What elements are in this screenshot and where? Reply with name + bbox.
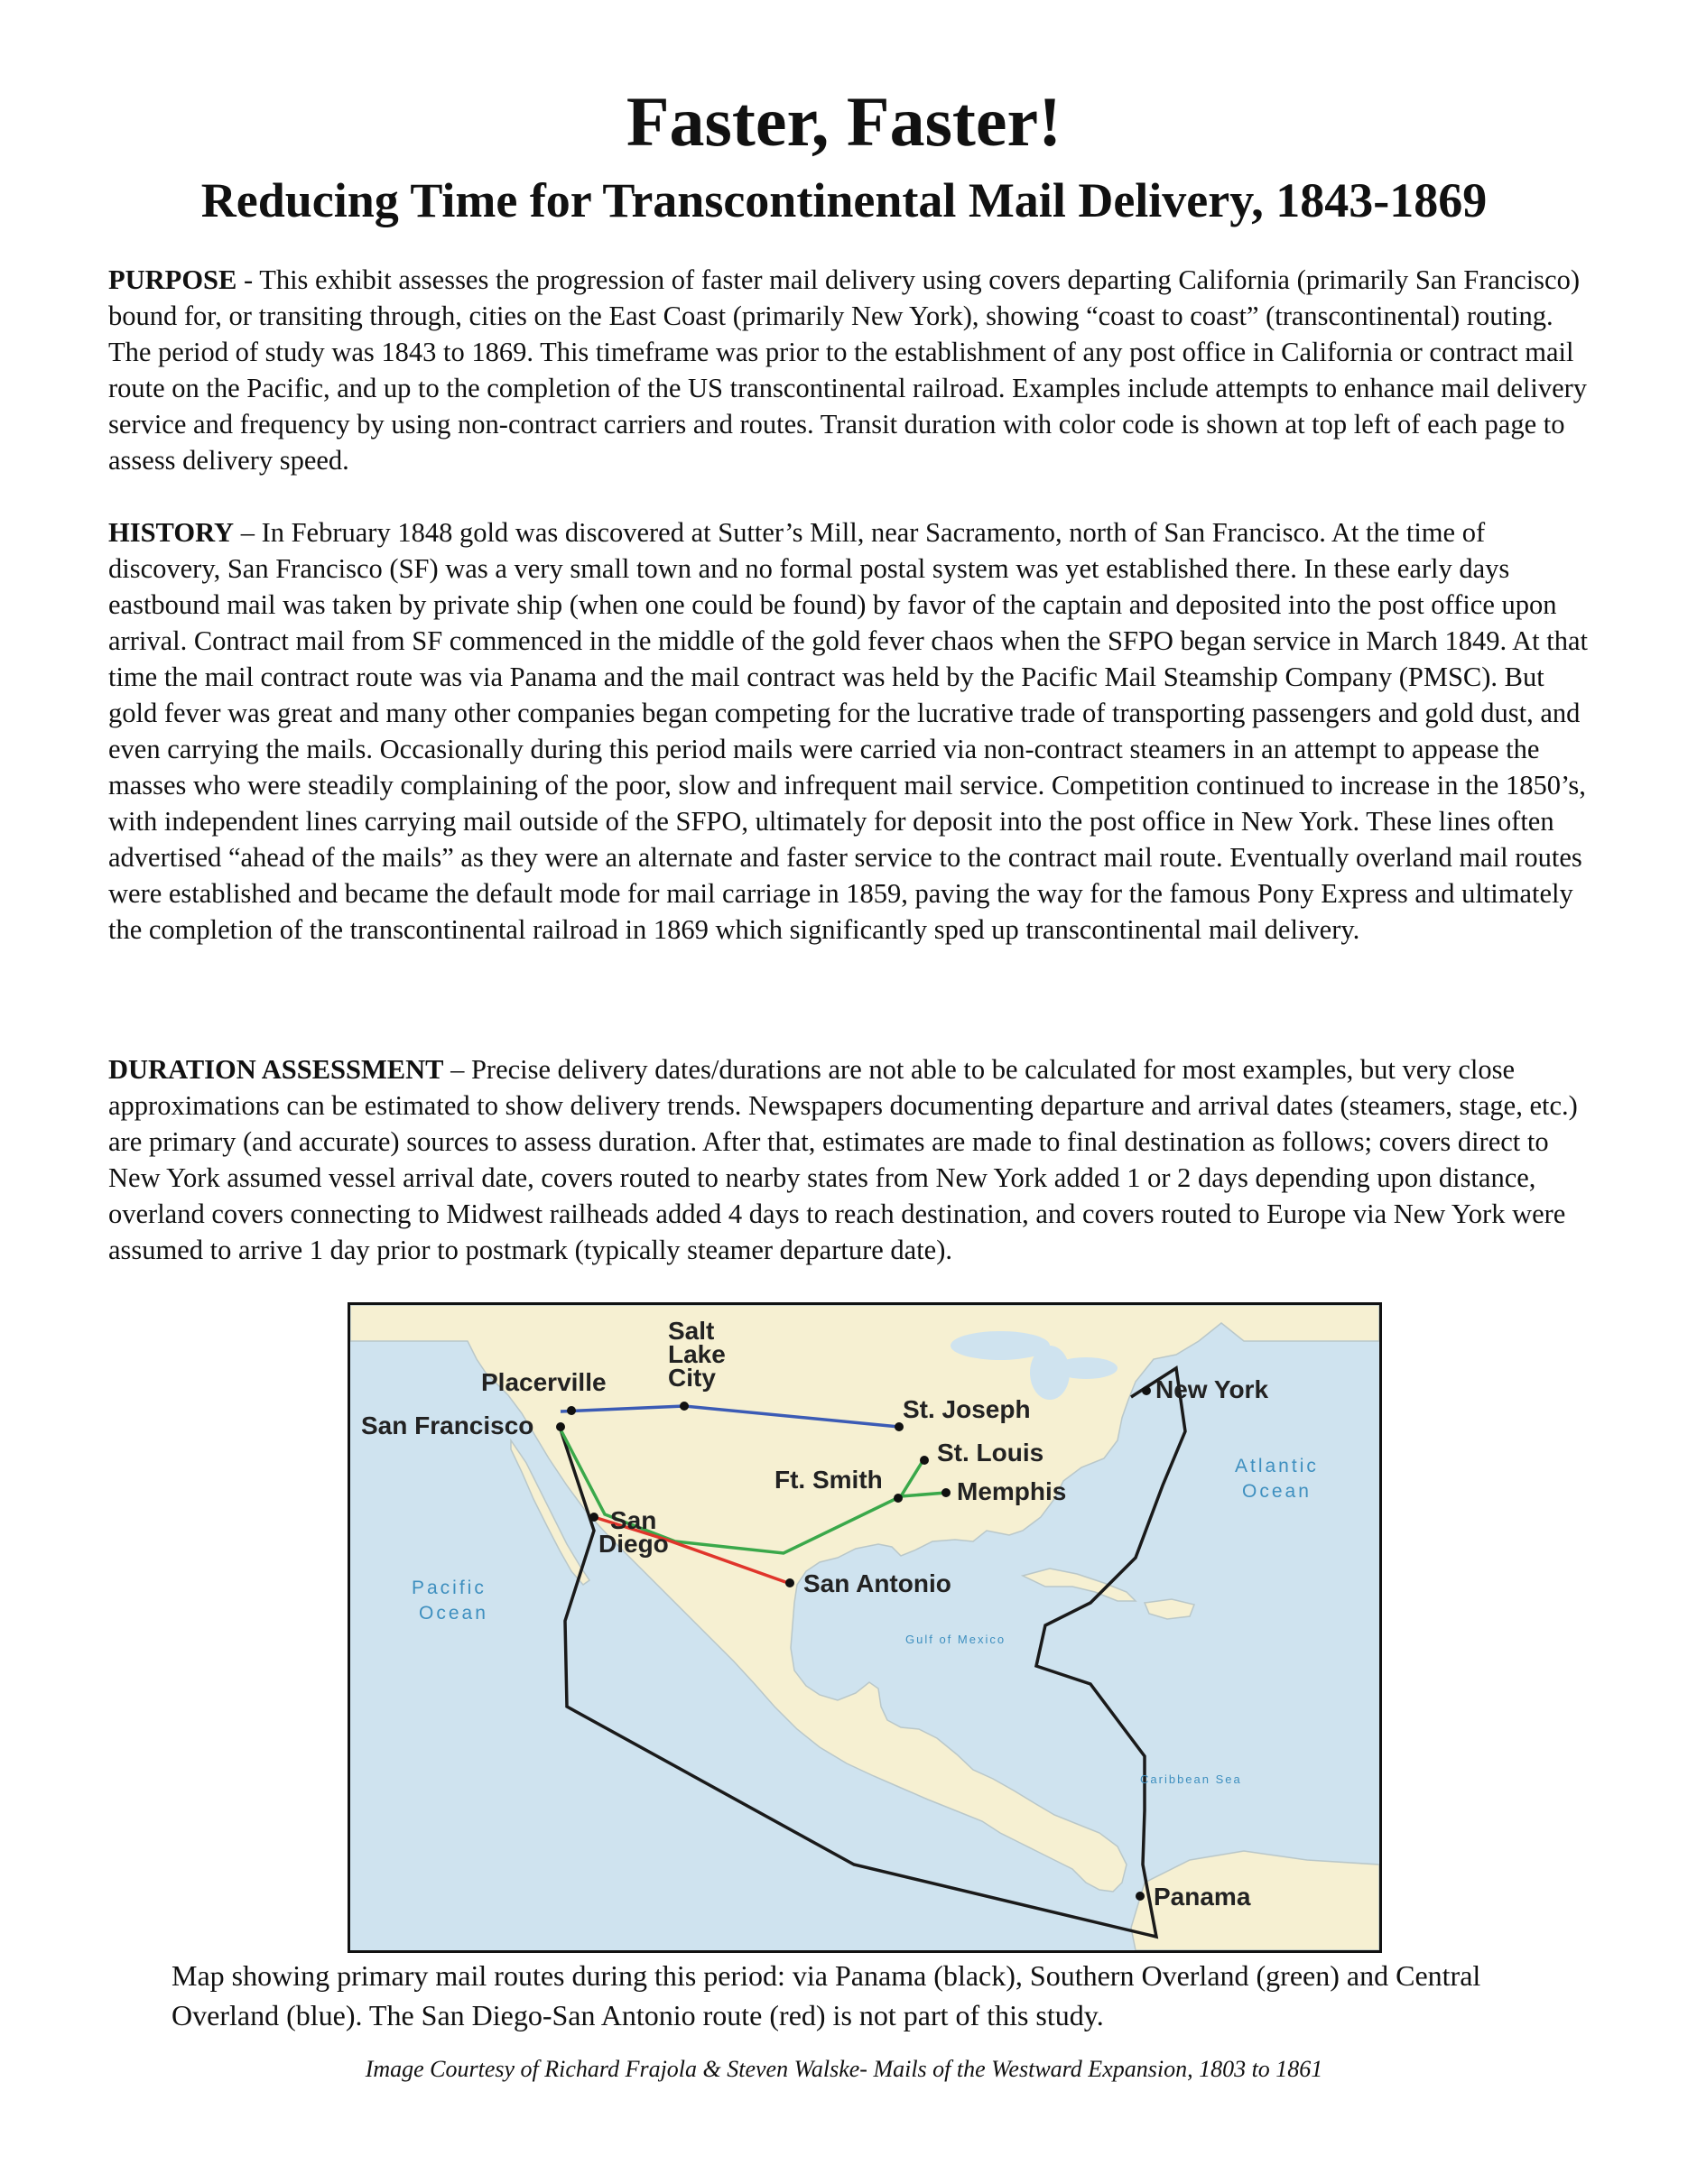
label-gulf: Gulf of Mexico xyxy=(905,1633,1006,1646)
city-dot-salt-lake xyxy=(680,1402,689,1411)
city-dot-san-antonio xyxy=(785,1578,794,1587)
history-paragraph xyxy=(108,514,1589,948)
city-dot-san-diego xyxy=(589,1513,598,1522)
label-san-diego-2: Diego xyxy=(598,1530,669,1558)
page-title: Faster, Faster! xyxy=(626,82,1062,161)
city-dot-panama xyxy=(1136,1892,1145,1901)
label-caribbean: Caribbean Sea xyxy=(1140,1772,1242,1786)
map-caption: Map showing primary mail routes during this period: via Panama (black), Southern Overland (green) and Central Overland (blue). The San Diego-San Antonio route (red) is not part of this study. xyxy=(172,1959,1481,2031)
label-st-louis: St. Louis xyxy=(937,1439,1044,1467)
label-san-francisco: San Francisco xyxy=(361,1411,534,1439)
duration-text: – Precise delivery dates/durations are not able to be calculated for most examples, but very close approximations can be estimated to show delivery trends. Newspapers documenting departure and arrival dates (steamers, stage, etc.) are primary (and accurate) sources to assess duration. After that, estimates are made to final destination as follows; covers direct to New York assumed vessel arrival date, covers routed to nearby states from New York added 1 or 2 days depending upon distance, overland covers connecting to Midwest railheads added 4 days to reach destination, and covers routed to Europe via New York were assumed to arrive 1 day prior to postmark (typically steamer departure date). xyxy=(108,1054,1578,1265)
label-san-diego-1: San xyxy=(610,1506,657,1534)
label-pacific-2: Ocean xyxy=(419,1603,488,1624)
page-subtitle: Reducing Time for Transcontinental Mail Delivery, 1843-1869 xyxy=(200,173,1488,227)
purpose-paragraph xyxy=(108,262,1589,478)
great-lakes xyxy=(1054,1357,1118,1379)
history-heading: HISTORY xyxy=(108,517,235,548)
label-panama: Panama xyxy=(1154,1883,1251,1911)
label-memphis: Memphis xyxy=(957,1477,1067,1505)
route-map-svg xyxy=(350,1305,1379,1950)
label-pacific-1: Pacific xyxy=(412,1578,487,1598)
label-atlantic-1: Atlantic xyxy=(1235,1456,1319,1476)
city-dot-st-louis xyxy=(920,1456,929,1465)
image-credit: Image Courtesy of Richard Frajola & Steven Walske- Mails of the Westward Expansion, 1803 to 1861 xyxy=(365,2056,1323,2082)
city-dot-new-york xyxy=(1142,1386,1151,1395)
duration-paragraph xyxy=(108,1051,1589,1268)
purpose-heading: PURPOSE xyxy=(108,264,237,295)
city-dot-placerville xyxy=(567,1406,576,1415)
purpose-text: - This exhibit assesses the progression of faster mail delivery using covers departing California (primarily San Francisco) bound for, or transiting through, cities on the East Coast (primarily New York), showing “coast to coast” (transcontinental) routing. The period of study was 1843 to 1869. This timeframe was prior to the establishment of any post office in California or contract mail route on the Pacific, and up to the completion of the US transcontinental railroad. Examples include attempts to enhance mail delivery service and frequency by using non-contract carriers and routes. Transit duration with color code is shown at top left of each page to assess delivery speed. xyxy=(108,264,1588,476)
city-dot-ft-smith xyxy=(894,1494,903,1503)
city-dot-memphis xyxy=(941,1488,951,1497)
label-ft-smith: Ft. Smith xyxy=(774,1466,883,1494)
history-text: – In February 1848 gold was discovered at Sutter’s Mill, near Sacramento, north of San Francisco. At the time of discovery, San Francisco (SF) was a very small town and no formal postal system was yet established there. In these early days eastbound mail was taken by private ship (when one could be found) by favor of the captain and deposited into the post office upon arrival. Contract mail from SF commenced in the middle of the gold fever chaos when the SFPO began service in March 1849. At that time the mail contract route was via Panama and the mail contract was held by the Pacific Mail Steamship Company (PMSC). But gold fever was great and many other companies began competing for the lucrative trade of transporting passengers and gold dust, and even carrying the mails. Occasionally during this period mails were carried via non-contract steamers in an attempt to appease the masses who were steadily complaining of the poor, slow and infrequent mail service. Competition continued to increase in the 1850’s, with independent lines carrying mail outside of the SFPO, ultimately for deposit into the post office in New York. These lines often advertised “ahead of the mails” as they were an alternate and faster service to the contract mail route. Eventually overland mail routes were established and became the default mode for mail carriage in 1859, paving the way for the famous Pony Express and ultimately the completion of the transcontinental railroad in 1869 which significantly sped up transcontinental mail delivery. xyxy=(108,517,1588,945)
label-salt-lake-1: Salt xyxy=(668,1317,715,1345)
duration-heading: DURATION ASSESSMENT xyxy=(108,1054,444,1085)
city-dot-san-francisco xyxy=(556,1422,565,1431)
route-map xyxy=(348,1302,1382,1953)
city-dot-st-joseph xyxy=(895,1422,904,1431)
label-salt-lake-2: Lake xyxy=(668,1340,726,1368)
label-san-antonio: San Antonio xyxy=(803,1569,951,1597)
label-salt-lake-3: City xyxy=(668,1364,716,1392)
label-st-joseph: St. Joseph xyxy=(903,1395,1031,1423)
label-new-york: New York xyxy=(1155,1375,1269,1403)
label-placerville: Placerville xyxy=(481,1368,607,1396)
label-atlantic-2: Ocean xyxy=(1242,1481,1312,1502)
